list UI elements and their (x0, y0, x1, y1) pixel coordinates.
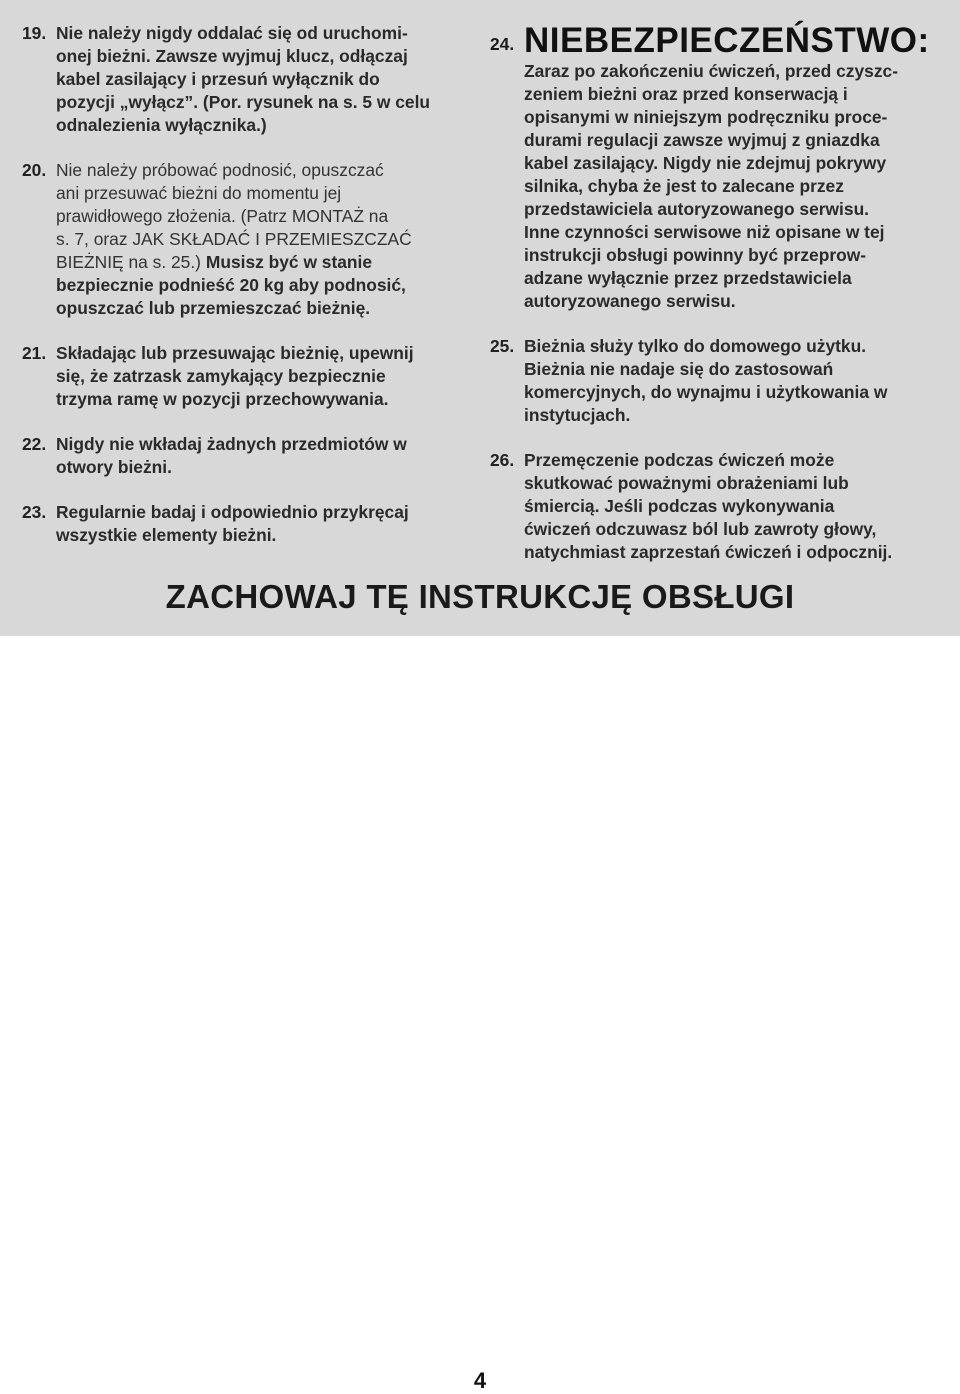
item-number: 23. (22, 502, 47, 522)
page-number: 4 (473, 1368, 487, 1393)
warning-item-23 (22, 501, 462, 547)
warning-item-20 (22, 159, 462, 320)
warning-item-26 (490, 449, 940, 564)
item-text-emphasis: Musisz być w stanie bezpiecznie podnieść 20 kg aby podnosić, opuszczać lub przemieszczać bieżnię. (56, 252, 406, 318)
danger-title: NIEBEZPIECZEŃSTWO: (524, 21, 930, 60)
warning-item-19 (22, 22, 462, 137)
danger-text: Zaraz po zakończeniu ćwiczeń, przed czyszc- zeniem bieżni oraz przed konserwacją i opisanymi w niniejszym podręczniku proce- durami regulacji zawsze wyjmuj z gniazdka kabel zasilający. Nigdy nie zdejmuj pokrywy silnika, chyba że jest to zalecane przez przedstawiciela autoryzowanego serwisu. Inne czynności serwisowe niż opisane w tej instrukcji obsługi powinny być przeprow- adzane wyłącznie przez przedstawiciela autoryzowanego serwisu. (524, 61, 899, 311)
item-number: 26. (490, 450, 515, 470)
danger-heading (490, 22, 940, 60)
warning-item-21 (22, 342, 462, 411)
item-number: 20. (22, 160, 47, 180)
warning-item-25 (490, 335, 940, 427)
left-column (22, 22, 462, 569)
item-text: Przemęczenie podczas ćwiczeń może skutkować poważnymi obrażeniami lub śmiercią. Jeśli podczas wykonywania ćwiczeń odczuwasz ból lub zawroty głowy, natychmiast zaprzestań ćwiczeń i odpocznij. (524, 450, 893, 562)
item-text: Nie należy nigdy oddalać się od uruchomi- onej bieżni. Zawsze wyjmuj klucz, odłączaj kabel zasilający i przesuń wyłącznik do pozycji „wyłącz”. (Por. rysunek na s. 5 w celu odnalezienia wyłącznika.) (56, 23, 431, 135)
item-number: 24. (490, 34, 515, 54)
save-instructions-heading: ZACHOWAJ TĘ INSTRUKCJĘ OBSŁUGI (165, 578, 795, 615)
item-text: Bieżnia służy tylko do domowego użytku. Bieżnia nie nadaje się do zastosowań komercyjnych, do wynajmu i użytkowania w instytucjach. (524, 336, 888, 425)
item-number: 22. (22, 434, 47, 454)
item-text: Składając lub przesuwając bieżnię, upewnij się, że zatrzask zamykający bezpiecznie trzyma ramę w pozycji przechowywania. (56, 343, 414, 409)
item-text: Nigdy nie wkładaj żadnych przedmiotów w otwory bieżni. (56, 434, 407, 477)
item-number: 19. (22, 23, 47, 43)
warning-item-22 (22, 433, 462, 479)
item-number: 25. (490, 336, 515, 356)
item-number: 21. (22, 343, 47, 363)
item-text: Regularnie badaj i odpowiednio przykręcaj wszystkie elementy bieżni. (56, 502, 409, 545)
right-column (490, 22, 940, 586)
item-text: Nie należy próbować podnosić, opuszczać ani przesuwać bieżni do momentu jej prawidłowego złożenia. (Patrz MONTAŻ na s. 7, oraz JAK SKŁADAĆ I PRZEMIESZCZAĆ BIEŻNIĘ na s. 25.) (56, 160, 412, 272)
